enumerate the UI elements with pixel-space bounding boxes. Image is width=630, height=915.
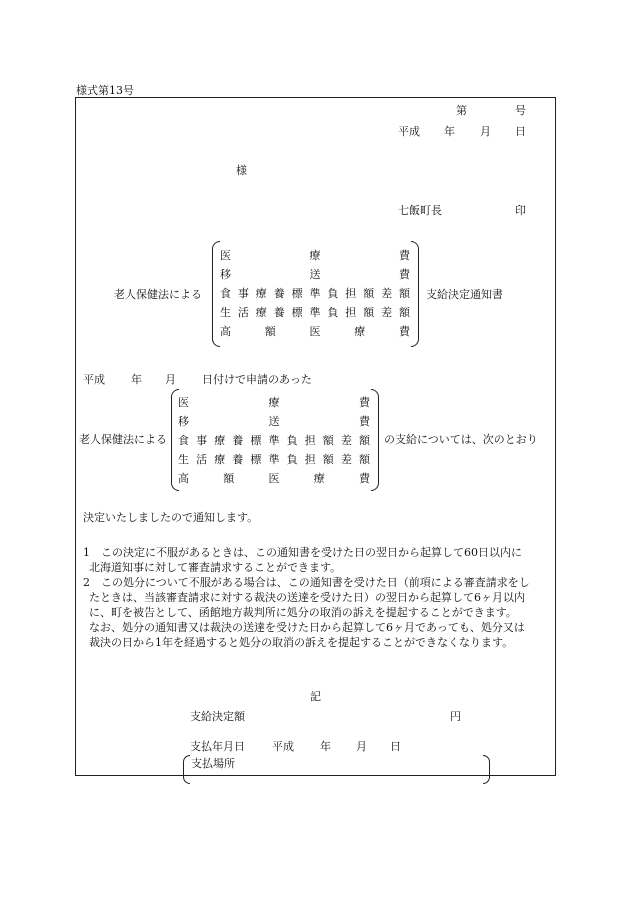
benefit-char: 送 (268, 415, 280, 428)
benefit-char: 費 (359, 472, 370, 485)
benefit-char: 食 (178, 434, 189, 447)
benefit-char: 差 (381, 306, 393, 319)
benefit-char: 療 (354, 325, 366, 338)
benefit-char: 養 (273, 287, 285, 300)
benefit-char: 医 (220, 249, 231, 262)
benefit-char: 額 (359, 434, 370, 447)
note-line: に、町を被告として、函館地方裁判所に処分の取消の訴えを提起することができます。 (89, 606, 517, 619)
pay-date-label: 支払年月日 (190, 740, 245, 753)
benefit-char: 療 (214, 434, 226, 447)
benefit-char: 額 (322, 434, 334, 447)
notice-title: 支給決定通知書 (426, 288, 503, 301)
benefit-char: 額 (264, 325, 276, 338)
benefit-char: 負 (286, 434, 298, 447)
title-benefit-list (220, 246, 410, 341)
body-benefit-list (178, 393, 370, 488)
benefit-char: 療 (268, 396, 280, 409)
benefit-char: 療 (309, 249, 321, 262)
title-bracket-left (212, 241, 220, 347)
benefit-char: 準 (268, 453, 280, 466)
payment-text: の支給については、次のとおり (384, 433, 538, 446)
benefit-char: 額 (223, 472, 235, 485)
benefit-char: 準 (309, 306, 321, 319)
benefit-char: 担 (345, 287, 357, 300)
benefit-char: 担 (304, 434, 316, 447)
benefit-char: 養 (232, 434, 244, 447)
benefit-char: 担 (304, 453, 316, 466)
benefit-char: 準 (268, 434, 280, 447)
benefit-char: 負 (327, 287, 339, 300)
benefit-char: 療 (214, 453, 226, 466)
benefit-char: 高 (220, 325, 231, 338)
note-line: なお、処分の通知書又は裁決の送達を受けた日から起算して6ヶ月であっても、処分又は (89, 621, 525, 634)
pay-place-label: 支払場所 (191, 757, 235, 770)
benefit-char: 医 (309, 325, 321, 338)
amount-unit: 円 (450, 710, 461, 723)
benefit-row (178, 450, 370, 469)
application-date-year: 年 (131, 373, 142, 386)
benefit-char: 医 (178, 396, 189, 409)
benefit-row (178, 393, 370, 412)
note-line: この決定に不服があるときは、この通知書を受けた日の翌日から起算して60日以内に (101, 546, 522, 559)
benefit-row (178, 431, 370, 450)
pay-date-month: 月 (356, 740, 367, 753)
benefit-char: 医 (268, 472, 280, 485)
benefit-char: 差 (340, 434, 352, 447)
benefit-char: 費 (399, 249, 410, 262)
benefit-char: 活 (237, 306, 249, 319)
benefit-row (220, 246, 410, 265)
benefit-char: 送 (309, 268, 321, 281)
benefit-char: 標 (291, 306, 303, 319)
benefit-char: 療 (313, 472, 325, 485)
benefit-char: 事 (196, 434, 208, 447)
decision-text: 決定いたしましたので通知します。 (83, 511, 259, 524)
issue-date-year: 年 (444, 125, 455, 138)
issue-date-day: 日 (515, 125, 526, 138)
benefit-char: 療 (255, 287, 267, 300)
benefit-row (178, 469, 370, 488)
benefit-char: 負 (286, 453, 298, 466)
notice-number-label: 第 (456, 104, 467, 117)
note-2-number: 2 (83, 576, 90, 589)
benefit-row (220, 322, 410, 341)
note-line: この処分について不服がある場合は、この通知書を受けた日（前項による審査請求をし (101, 576, 530, 589)
pay-date-day: 日 (390, 740, 401, 753)
form-number: 様式第13号 (76, 84, 134, 97)
benefit-row (220, 284, 410, 303)
amount-label: 支給決定額 (190, 710, 245, 723)
pay-date-era: 平成 (272, 740, 294, 753)
benefit-char: 生 (178, 453, 189, 466)
application-date-rest: 日付けで申請のあった (202, 373, 312, 386)
benefit-char: 養 (232, 453, 244, 466)
issue-date-era: 平成 (398, 125, 420, 138)
title-bracket-right (411, 241, 419, 347)
benefit-char: 担 (345, 306, 357, 319)
benefit-char: 差 (340, 453, 352, 466)
benefit-char: 食 (220, 287, 231, 300)
benefit-char: 標 (250, 434, 262, 447)
note-1-number: 1 (83, 546, 90, 559)
issuer-name: 七飯町長 (398, 204, 442, 217)
benefit-char: 費 (359, 415, 370, 428)
body-law: 老人保健法による (79, 433, 167, 446)
body-bracket-right (371, 389, 379, 491)
note-line: 北海道知事に対して審査請求することができます。 (89, 561, 342, 574)
benefit-char: 負 (327, 306, 339, 319)
benefit-char: 額 (399, 287, 410, 300)
title-law: 老人保健法による (114, 288, 202, 301)
benefit-char: 額 (322, 453, 334, 466)
notice-number-suffix: 号 (515, 104, 526, 117)
benefit-row (220, 265, 410, 284)
benefit-row (220, 303, 410, 322)
benefit-char: 額 (363, 287, 375, 300)
benefit-char: 生 (220, 306, 231, 319)
addressee-suffix: 様 (236, 164, 247, 177)
benefit-char: 高 (178, 472, 189, 485)
benefit-char: 移 (220, 268, 231, 281)
benefit-char: 養 (273, 306, 285, 319)
place-bracket-left (183, 755, 190, 784)
pay-date-year: 年 (320, 740, 331, 753)
benefit-row (178, 412, 370, 431)
application-date-month: 月 (165, 373, 176, 386)
benefit-char: 額 (399, 306, 410, 319)
benefit-char: 活 (196, 453, 208, 466)
benefit-char: 費 (399, 325, 410, 338)
note-line: たときは、当該審査請求に対する裁決の送達を受けた日）の翌日から起算して6ヶ月以内 (89, 591, 525, 604)
issuer-seal: 印 (515, 204, 526, 217)
record-heading: 記 (310, 690, 321, 703)
benefit-char: 標 (250, 453, 262, 466)
benefit-char: 額 (359, 453, 370, 466)
application-date-era: 平成 (83, 373, 105, 386)
benefit-char: 準 (309, 287, 321, 300)
benefit-char: 費 (359, 396, 370, 409)
benefit-char: 移 (178, 415, 189, 428)
benefit-char: 費 (399, 268, 410, 281)
issue-date-month: 月 (480, 125, 491, 138)
benefit-char: 療 (255, 306, 267, 319)
benefit-char: 標 (291, 287, 303, 300)
benefit-char: 事 (237, 287, 249, 300)
note-line: 裁決の日から1年を経過すると処分の取消の訴えを提起することができなくなります。 (89, 636, 514, 649)
benefit-char: 額 (363, 306, 375, 319)
place-bracket-right (483, 755, 490, 784)
benefit-char: 差 (381, 287, 393, 300)
